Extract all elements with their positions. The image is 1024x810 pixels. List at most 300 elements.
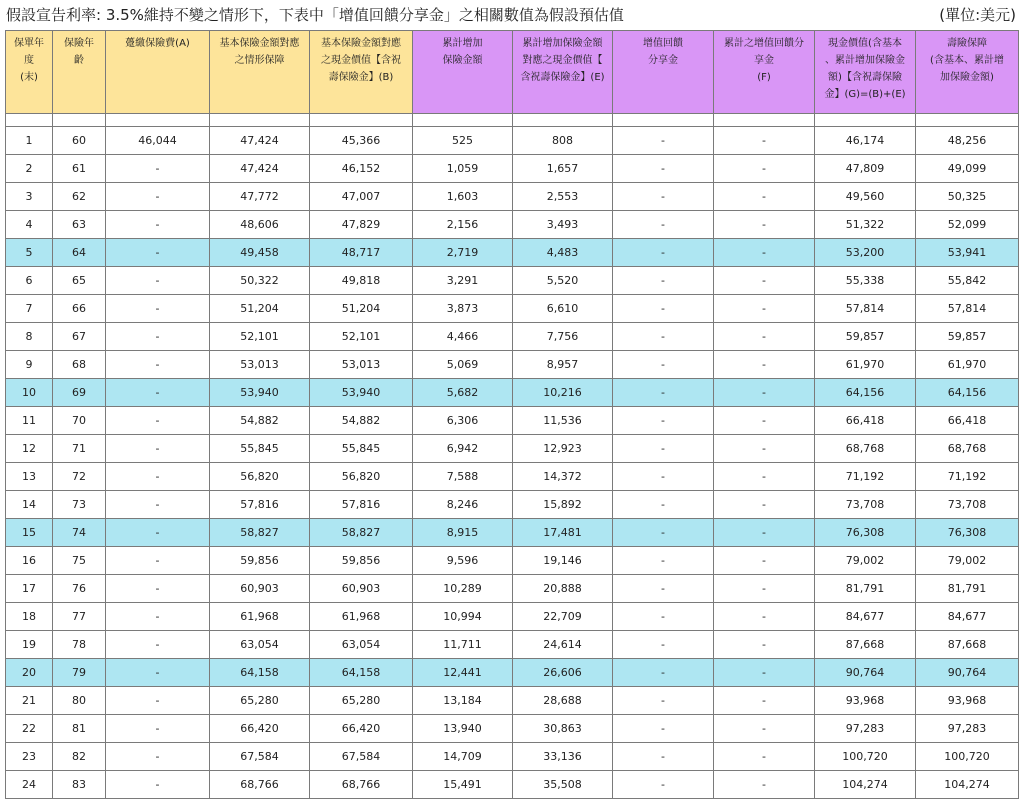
- table-cell: -: [106, 687, 210, 715]
- table-row: [6, 155, 1019, 183]
- table-cell: 51,204: [210, 295, 310, 323]
- table-row: [6, 771, 1019, 799]
- table-cell: 10: [6, 379, 53, 407]
- table-cell: 13,184: [413, 687, 513, 715]
- table-row: [6, 687, 1019, 715]
- table-cell: 68,766: [310, 771, 413, 799]
- table-cell: 54,882: [210, 407, 310, 435]
- table-cell: 104,274: [916, 771, 1019, 799]
- table-cell: -: [613, 463, 714, 491]
- table-cell: 5,069: [413, 351, 513, 379]
- table-cell: -: [714, 379, 815, 407]
- table-cell: -: [714, 127, 815, 155]
- table-cell: 73,708: [815, 491, 916, 519]
- table-cell: -: [613, 547, 714, 575]
- table-cell: 53,940: [210, 379, 310, 407]
- table-cell: -: [106, 519, 210, 547]
- table-cell: 63,054: [310, 631, 413, 659]
- benefit-table: [5, 30, 1019, 799]
- table-cell: 66,418: [815, 407, 916, 435]
- table-row: [6, 351, 1019, 379]
- table-cell: 66: [53, 295, 106, 323]
- table-cell: 73,708: [916, 491, 1019, 519]
- table-cell: 525: [413, 127, 513, 155]
- table-cell: 87,668: [916, 631, 1019, 659]
- table-cell: -: [106, 491, 210, 519]
- table-cell: -: [613, 351, 714, 379]
- table-cell: 6,306: [413, 407, 513, 435]
- table-cell: 79,002: [916, 547, 1019, 575]
- table-cell: 84,677: [916, 603, 1019, 631]
- table-cell: 46,044: [106, 127, 210, 155]
- table-cell: -: [714, 491, 815, 519]
- table-cell: 49,818: [310, 267, 413, 295]
- table-cell: 4,466: [413, 323, 513, 351]
- column-header-line: 累計增加: [442, 38, 483, 49]
- column-header-5: [310, 31, 413, 114]
- table-cell: 74: [53, 519, 106, 547]
- table-cell: 67,584: [210, 743, 310, 771]
- table-cell: 46,152: [310, 155, 413, 183]
- table-cell: 59,856: [310, 547, 413, 575]
- table-cell: 76,308: [815, 519, 916, 547]
- table-cell: 61,970: [916, 351, 1019, 379]
- table-cell: 67: [53, 323, 106, 351]
- table-cell: 64,158: [310, 659, 413, 687]
- column-header-3: [106, 31, 210, 114]
- table-cell: -: [106, 295, 210, 323]
- table-cell: -: [714, 407, 815, 435]
- column-header-line: 增值回饋: [643, 38, 683, 49]
- table-cell: 1,657: [513, 155, 613, 183]
- table-cell: -: [106, 771, 210, 799]
- column-header-line: 之情形保障: [234, 55, 285, 66]
- table-cell: 59,856: [210, 547, 310, 575]
- table-cell: -: [613, 743, 714, 771]
- table-cell: 808: [513, 127, 613, 155]
- table-cell: -: [714, 435, 815, 463]
- table-cell: -: [714, 771, 815, 799]
- table-cell: 46,174: [815, 127, 916, 155]
- table-body: [6, 114, 1019, 799]
- table-cell: 8,957: [513, 351, 613, 379]
- column-header-line: 累計之增值回饋分: [724, 38, 804, 49]
- table-cell: 50,322: [210, 267, 310, 295]
- column-header-7: [513, 31, 613, 114]
- table-cell: -: [714, 295, 815, 323]
- table-cell: 78: [53, 631, 106, 659]
- table-cell: -: [613, 295, 714, 323]
- table-cell: -: [714, 267, 815, 295]
- table-row: [6, 631, 1019, 659]
- table-cell: 60: [53, 127, 106, 155]
- table-cell: 76: [53, 575, 106, 603]
- table-cell: -: [106, 715, 210, 743]
- table-row: [6, 547, 1019, 575]
- column-header-line: 金】(G)=(B)+(E): [824, 89, 906, 100]
- table-cell: -: [106, 267, 210, 295]
- table-cell: 11,711: [413, 631, 513, 659]
- table-cell: -: [714, 183, 815, 211]
- table-cell: 53,200: [815, 239, 916, 267]
- table-cell: 59,857: [916, 323, 1019, 351]
- table-cell: -: [714, 575, 815, 603]
- table-cell: 4: [6, 211, 53, 239]
- table-cell: 47,829: [310, 211, 413, 239]
- table-cell: 73: [53, 491, 106, 519]
- table-cell: 75: [53, 547, 106, 575]
- table-cell: 68: [53, 351, 106, 379]
- table-cell: 68,768: [815, 435, 916, 463]
- table-cell: 49,458: [210, 239, 310, 267]
- column-header-line: (末): [20, 72, 38, 83]
- column-header-line: 對應之現金價值【: [522, 55, 603, 66]
- column-header-line: 基本保險金額對應: [321, 38, 401, 49]
- table-cell: 8,915: [413, 519, 513, 547]
- table-cell: -: [613, 211, 714, 239]
- table-cell: 20: [6, 659, 53, 687]
- column-header-4: [210, 31, 310, 114]
- table-cell: 3,493: [513, 211, 613, 239]
- table-cell: 90,764: [916, 659, 1019, 687]
- table-cell: 33,136: [513, 743, 613, 771]
- table-cell: -: [714, 603, 815, 631]
- table-cell: 65,280: [310, 687, 413, 715]
- table-cell: 7,588: [413, 463, 513, 491]
- column-header-6: [413, 31, 513, 114]
- table-row: [6, 267, 1019, 295]
- table-cell: 49,099: [916, 155, 1019, 183]
- column-header-line: 度: [24, 55, 34, 66]
- table-cell: -: [613, 575, 714, 603]
- table-row: [6, 659, 1019, 687]
- table-cell: 14,372: [513, 463, 613, 491]
- table-cell: 55,842: [916, 267, 1019, 295]
- table-cell: 52,101: [310, 323, 413, 351]
- table-cell: 47,809: [815, 155, 916, 183]
- table-cell: -: [714, 715, 815, 743]
- table-cell: -: [714, 463, 815, 491]
- table-cell: 49,560: [815, 183, 916, 211]
- table-cell: -: [613, 127, 714, 155]
- table-cell: 57,816: [310, 491, 413, 519]
- table-cell: -: [613, 379, 714, 407]
- table-cell: 1: [6, 127, 53, 155]
- table-cell: 51,204: [310, 295, 413, 323]
- table-row: [6, 295, 1019, 323]
- table-cell: -: [106, 463, 210, 491]
- table-cell: -: [613, 519, 714, 547]
- table-cell: 8: [6, 323, 53, 351]
- column-header-10: [815, 31, 916, 114]
- table-cell: 47,772: [210, 183, 310, 211]
- column-header-8: [613, 31, 714, 114]
- table-cell: -: [613, 491, 714, 519]
- table-cell: -: [714, 211, 815, 239]
- table-cell: 55,338: [815, 267, 916, 295]
- column-header-line: 保險金額: [442, 55, 483, 66]
- table-cell: -: [106, 351, 210, 379]
- table-cell: 58,827: [310, 519, 413, 547]
- table-cell: 47,007: [310, 183, 413, 211]
- column-header-line: 額)【含祝壽保險: [828, 72, 902, 83]
- table-cell: 22: [6, 715, 53, 743]
- table-cell: -: [106, 407, 210, 435]
- table-cell: 4,483: [513, 239, 613, 267]
- table-cell: -: [106, 323, 210, 351]
- unit-label: (單位:美元): [939, 6, 1016, 24]
- table-cell: 3,873: [413, 295, 513, 323]
- column-header-line: 含祝壽保險金】(E): [520, 72, 605, 83]
- table-cell: 17: [6, 575, 53, 603]
- table-cell: 7,756: [513, 323, 613, 351]
- column-header-line: 分享金: [648, 55, 678, 66]
- table-cell: 28,688: [513, 687, 613, 715]
- table-cell: -: [106, 211, 210, 239]
- table-cell: 80: [53, 687, 106, 715]
- table-cell: 64: [53, 239, 106, 267]
- table-cell: -: [714, 155, 815, 183]
- title-bar: [0, 0, 1024, 28]
- table-cell: 11: [6, 407, 53, 435]
- table-cell: 2,553: [513, 183, 613, 211]
- table-cell: 51,322: [815, 211, 916, 239]
- table-cell: 87,668: [815, 631, 916, 659]
- table-cell: 6: [6, 267, 53, 295]
- table-cell: 64,156: [916, 379, 1019, 407]
- table-cell: 57,814: [916, 295, 1019, 323]
- column-header-9: [714, 31, 815, 114]
- table-row: [6, 211, 1019, 239]
- column-header-line: 保險年: [64, 38, 94, 49]
- table-cell: 6,942: [413, 435, 513, 463]
- table-cell: 61: [53, 155, 106, 183]
- table-cell: 56,820: [310, 463, 413, 491]
- table-cell: -: [613, 687, 714, 715]
- table-row: [6, 183, 1019, 211]
- table-cell: 76,308: [916, 519, 1019, 547]
- table-cell: 20,888: [513, 575, 613, 603]
- column-header-line: 壽險保障: [947, 38, 987, 49]
- table-cell: 52,101: [210, 323, 310, 351]
- table-row: [6, 715, 1019, 743]
- table-cell: -: [714, 519, 815, 547]
- table-row: [6, 127, 1019, 155]
- table-cell: -: [613, 155, 714, 183]
- table-cell: 55,845: [310, 435, 413, 463]
- table-cell: 26,606: [513, 659, 613, 687]
- table-cell: 35,508: [513, 771, 613, 799]
- table-cell: -: [106, 379, 210, 407]
- table-cell: 71,192: [815, 463, 916, 491]
- table-cell: -: [106, 435, 210, 463]
- table-cell: -: [613, 631, 714, 659]
- table-cell: 104,274: [815, 771, 916, 799]
- table-row: [6, 603, 1019, 631]
- table-row: [6, 491, 1019, 519]
- table-cell: 8,246: [413, 491, 513, 519]
- table-cell: 13: [6, 463, 53, 491]
- table-row: [6, 519, 1019, 547]
- table-cell: 5: [6, 239, 53, 267]
- table-cell: -: [106, 659, 210, 687]
- table-cell: 93,968: [815, 687, 916, 715]
- table-cell: 10,994: [413, 603, 513, 631]
- table-cell: -: [714, 687, 815, 715]
- table-cell: 55,845: [210, 435, 310, 463]
- table-cell: 19,146: [513, 547, 613, 575]
- table-cell: 24: [6, 771, 53, 799]
- page-title: 假設宣告利率: 3.5%維持不變之情形下，下表中「增值回饋分享金」之相關數值為假設預估值: [6, 6, 624, 24]
- table-row: [6, 323, 1019, 351]
- table-cell: -: [714, 659, 815, 687]
- column-header-1: [6, 31, 53, 114]
- column-header-line: 加保險金額): [940, 72, 994, 83]
- table-cell: -: [106, 183, 210, 211]
- column-header-line: 壽保險金】(B): [328, 72, 394, 83]
- table-cell: 1,059: [413, 155, 513, 183]
- table-cell: -: [613, 435, 714, 463]
- table-cell: 66,418: [916, 407, 1019, 435]
- table-cell: 100,720: [815, 743, 916, 771]
- table-cell: 64,156: [815, 379, 916, 407]
- column-header-line: 躉繳保險費(A): [125, 38, 190, 49]
- table-cell: 65,280: [210, 687, 310, 715]
- table-cell: 53,941: [916, 239, 1019, 267]
- table-cell: 90,764: [815, 659, 916, 687]
- table-cell: 47,424: [210, 127, 310, 155]
- table-cell: 100,720: [916, 743, 1019, 771]
- table-cell: 79,002: [815, 547, 916, 575]
- column-header-line: (含基本、累計增: [930, 55, 1004, 66]
- table-cell: 10,216: [513, 379, 613, 407]
- table-cell: 15: [6, 519, 53, 547]
- table-cell: 81: [53, 715, 106, 743]
- table-cell: 2,156: [413, 211, 513, 239]
- table-row: [6, 379, 1019, 407]
- table-cell: 61,968: [210, 603, 310, 631]
- table-row: [6, 463, 1019, 491]
- table-cell: -: [714, 547, 815, 575]
- table-cell: 17,481: [513, 519, 613, 547]
- table-cell: 14: [6, 491, 53, 519]
- table-cell: 15,892: [513, 491, 613, 519]
- table-cell: 50,325: [916, 183, 1019, 211]
- table-cell: 6,610: [513, 295, 613, 323]
- table-cell: -: [106, 743, 210, 771]
- table-cell: -: [613, 715, 714, 743]
- table-cell: -: [106, 155, 210, 183]
- column-header-2: [53, 31, 106, 114]
- table-cell: 81,791: [815, 575, 916, 603]
- table-row: [6, 575, 1019, 603]
- table-cell: 54,882: [310, 407, 413, 435]
- table-cell: 65: [53, 267, 106, 295]
- table-cell: 1,603: [413, 183, 513, 211]
- table-cell: 53,940: [310, 379, 413, 407]
- table-cell: -: [106, 547, 210, 575]
- table-cell: 57,814: [815, 295, 916, 323]
- table-cell: 3: [6, 183, 53, 211]
- table-cell: 59,857: [815, 323, 916, 351]
- table-cell: 15,491: [413, 771, 513, 799]
- table-cell: 79: [53, 659, 106, 687]
- table-cell: 2: [6, 155, 53, 183]
- table-cell: 7: [6, 295, 53, 323]
- table-cell: -: [613, 603, 714, 631]
- table-cell: -: [714, 239, 815, 267]
- table-cell: 5,682: [413, 379, 513, 407]
- table-cell: 68,768: [916, 435, 1019, 463]
- table-cell: 70: [53, 407, 106, 435]
- table-cell: 14,709: [413, 743, 513, 771]
- table-cell: -: [106, 603, 210, 631]
- table-cell: 52,099: [916, 211, 1019, 239]
- table-cell: 48,717: [310, 239, 413, 267]
- table-cell: 69: [53, 379, 106, 407]
- table-cell: 53,013: [210, 351, 310, 379]
- table-cell: 81,791: [916, 575, 1019, 603]
- table-cell: 93,968: [916, 687, 1019, 715]
- table-cell: 9: [6, 351, 53, 379]
- table-cell: -: [613, 183, 714, 211]
- table-cell: 97,283: [815, 715, 916, 743]
- table-cell: 22,709: [513, 603, 613, 631]
- table-cell: -: [714, 631, 815, 659]
- table-cell: 53,013: [310, 351, 413, 379]
- table-cell: 47,424: [210, 155, 310, 183]
- table-cell: 63,054: [210, 631, 310, 659]
- column-header-line: 、累計增加保險金: [825, 55, 905, 66]
- table-cell: 2,719: [413, 239, 513, 267]
- table-cell: 30,863: [513, 715, 613, 743]
- table-cell: 64,158: [210, 659, 310, 687]
- table-cell: 16: [6, 547, 53, 575]
- table-cell: 9,596: [413, 547, 513, 575]
- table-cell: 13,940: [413, 715, 513, 743]
- table-cell: 60,903: [310, 575, 413, 603]
- table-cell: 45,366: [310, 127, 413, 155]
- table-cell: 67,584: [310, 743, 413, 771]
- header-spacer-row: [6, 114, 1019, 127]
- table-cell: 18: [6, 603, 53, 631]
- table-row: [6, 435, 1019, 463]
- table-cell: 61,970: [815, 351, 916, 379]
- column-header-line: 基本保險金額對應: [219, 38, 300, 49]
- column-header-line: 之現金價值【含祝: [321, 55, 401, 66]
- table-cell: -: [106, 239, 210, 267]
- column-header-line: 保單年: [14, 38, 44, 49]
- table-cell: 62: [53, 183, 106, 211]
- table-cell: 3,291: [413, 267, 513, 295]
- table-cell: 84,677: [815, 603, 916, 631]
- table-cell: 23: [6, 743, 53, 771]
- table-cell: 21: [6, 687, 53, 715]
- table-cell: 68,766: [210, 771, 310, 799]
- table-cell: 48,256: [916, 127, 1019, 155]
- table-cell: 82: [53, 743, 106, 771]
- table-cell: 12: [6, 435, 53, 463]
- column-header-line: (F): [757, 72, 771, 83]
- table-cell: 61,968: [310, 603, 413, 631]
- column-header-line: 現金價值(含基本: [828, 38, 902, 49]
- table-cell: -: [106, 631, 210, 659]
- table-cell: -: [613, 659, 714, 687]
- table-cell: -: [714, 351, 815, 379]
- table-cell: 10,289: [413, 575, 513, 603]
- table-cell: 12,923: [513, 435, 613, 463]
- table-header-row: [6, 31, 1019, 114]
